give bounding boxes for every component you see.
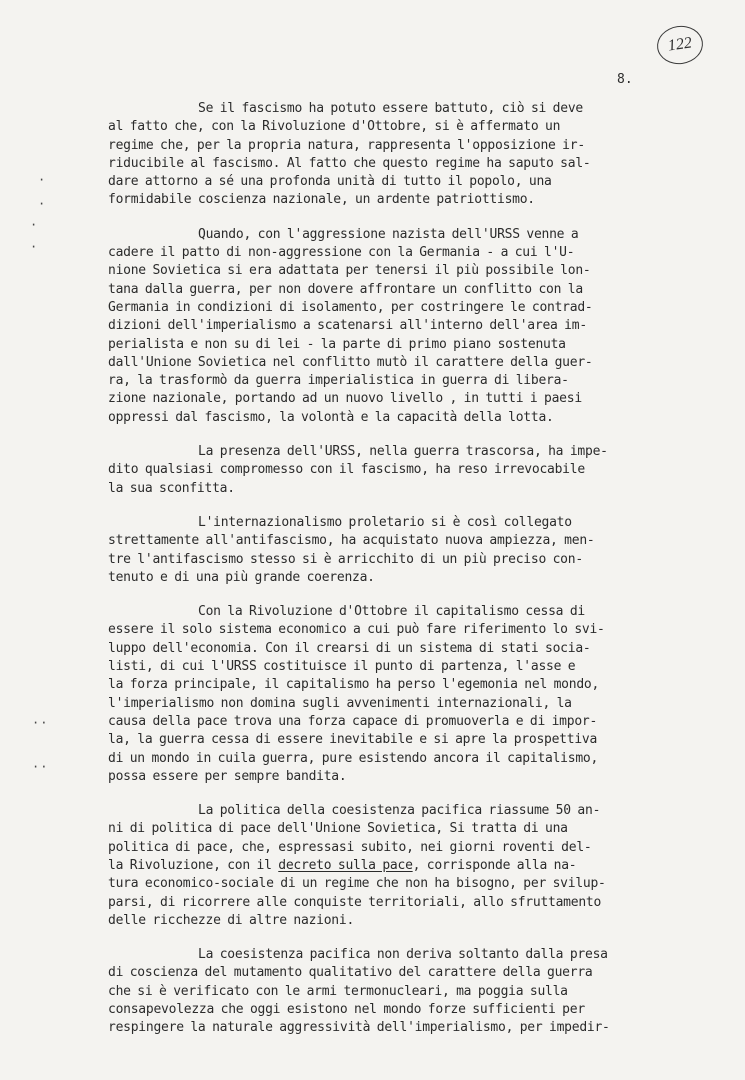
archive-number-stamp: 122 [655,23,706,67]
text-line: cadere il patto di non-aggressione con la Germania - a cui l'U- [108,245,575,261]
margin-mark: · [38,173,47,187]
text-line: la, la guerra cessa di essere inevitabile e si apre la prospettiva [108,732,598,748]
text-line: che si è verificato con le armi termonucleari, ma poggia sulla [108,983,568,999]
text-fragment: la Rivoluzione, con il [108,857,279,873]
margin-mark: · [30,240,39,254]
text-line: dizioni dell'imperialismo a scatenarsi all'interno dell'area im- [108,318,587,334]
text-line: Con la Rivoluzione d'Ottobre il capitalismo cessa di [198,604,585,620]
paragraph-5 [108,603,698,786]
paragraph-1 [108,100,698,210]
text-line: dito qualsiasi compromesso con il fascismo, ha reso irrevocabile [108,462,585,478]
page-number: 8. [617,72,633,87]
typewritten-text [108,100,698,1054]
text-line: zione nazionale, portando ad un nuovo livello , in tutti i paesi [108,391,582,407]
text-line: la forza principale, il capitalismo ha perso l'egemonia nel mondo, [108,677,600,693]
text-line: regime che, per la propria natura, rappresenta l'opposizione ir- [108,137,585,153]
text-line: oppressi dal fascismo, la volontà e la capacità della lotta. [108,409,554,425]
text-line: essere il solo sistema economico a cui può fare riferimento lo svi- [108,622,605,638]
margin-mark: · [38,197,47,211]
paragraph-2 [108,226,698,427]
text-line: strettamente all'antifascismo, ha acquistato nuova ampiezza, men- [108,533,595,549]
paragraph-4 [108,514,698,587]
text-line: La coesistenza pacifica non deriva soltanto dalla presa [198,947,608,963]
text-line: tre l'antifascismo stesso si è arricchito di un più preciso con- [108,551,583,567]
text-line: di coscienza del mutamento qualitativo del carattere della guerra [108,965,593,981]
margin-mark: · [30,218,39,232]
paragraph-6 [108,802,698,930]
text-line: causa della pace trova una forza capace di promuoverla e di impor- [108,713,598,729]
text-line: al fatto che, con la Rivoluzione d'Ottobre, si è affermato un [108,119,561,135]
text-line: La politica della coesistenza pacifica riassume 50 an- [198,803,601,819]
text-line: possa essere per sempre bandita. [108,768,347,784]
text-line: nione Sovietica si era adattata per tenersi il più possibile lon- [108,263,591,279]
margin-mark: ·· [32,760,49,774]
text-line: tenuto e di una più grande coerenza. [108,569,375,585]
text-line: delle ricchezze di altre nazioni. [108,912,355,928]
text-line: luppo dell'economia. Con il crearsi di un sistema di stati socia- [108,640,591,656]
text-line: tana dalla guerra, per non dovere affrontare un conflitto con la [108,281,583,297]
text-line: l'imperialismo non domina sugli avvenimenti internazionali, la [108,695,572,711]
text-line: consapevolezza che oggi esistono nel mondo forze sufficienti per [108,1002,585,1018]
text-line: ni di politica di pace dell'Unione Sovietica, Si tratta di una [108,821,568,837]
text-line: L'internazionalismo proletario si è così collegato [198,514,572,530]
text-line: dall'Unione Sovietica nel conflitto mutò il carattere della guer- [108,354,593,370]
text-line: politica di pace, che, espressasi subito, nei giorni roventi del- [108,839,592,855]
text-line: Quando, con l'aggressione nazista dell'URSS venne a [198,226,579,242]
text-line: Germania in condizioni di isolamento, per costringere le contrad- [108,299,593,315]
text-line: la sua sconfitta. [108,480,235,496]
text-line: di un mondo in cuila guerra, pure esistendo ancora il capitalismo, [108,750,599,766]
text-line: respingere la naturale aggressività dell'imperialismo, per impedir- [108,1020,610,1036]
text-fragment: , corrisponde alla na- [412,857,577,873]
text-line: La presenza dell'URSS, nella guerra trascorsa, ha impe- [198,444,608,460]
text-line: listi, di cui l'URSS costituisce il punto di partenza, l'asse e [108,659,576,675]
text-line: parsi, di ricorrere alle conquiste territoriali, allo sfruttamento [108,894,602,910]
text-line: ra, la trasformò da guerra imperialistica in guerra di libera- [108,373,569,389]
underlined-decree-title: decreto sulla pace [278,857,413,873]
margin-mark: ·· [32,716,49,730]
paragraph-7 [108,946,698,1037]
text-line: perialista e non su di lei - la parte di primo piano sostenuta [108,336,566,352]
text-line: formidabile coscienza nazionale, un ardente patriottismo. [108,192,535,208]
text-line: riducibile al fascismo. Al fatto che questo regime ha saputo sal- [108,155,591,171]
paragraph-3 [108,443,698,498]
text-line: Se il fascismo ha potuto essere battuto, ciò si deve [198,101,583,116]
text-line: dare attorno a sé una profonda unità di tutto il popolo, una [108,174,552,190]
text-line-with-underline [108,857,698,875]
text-line: tura economico-sociale di un regime che non ha bisogno, per svilup- [108,876,606,892]
